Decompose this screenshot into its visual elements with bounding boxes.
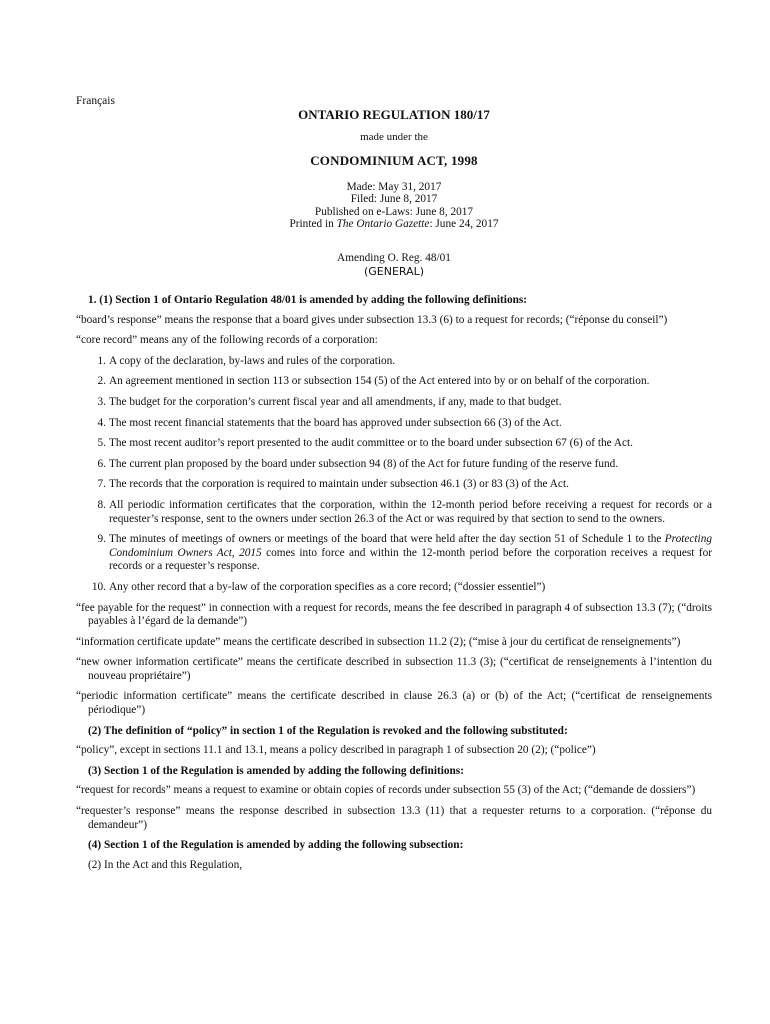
regulation-body <box>76 294 712 872</box>
definition-requesters-response: “requester’s response” means the response described in subsection 13.3 (11) that a requester returns to a corporation. (“réponse du demandeur”) <box>76 805 712 831</box>
section-1-4-heading: (4) Section 1 of the Regulation is amended by adding the following subsection: <box>88 839 464 852</box>
section-1-1-heading: 1. (1) Section 1 of Ontario Regulation 48/01 is amended by adding the following definitions: <box>88 294 528 306</box>
made-under-text: made under the <box>360 131 428 143</box>
section-1-2-heading: (2) The definition of “policy” in section 1 of the Regulation is revoked and the following substituted: <box>88 724 568 737</box>
regulation-title: ONTARIO REGULATION 180/17 <box>298 107 490 122</box>
list-item: 4. The most recent financial statements that the board has approved under subsection 66 (3) of the Act. <box>97 416 562 429</box>
list-item: 6. The current plan proposed by the board under subsection 94 (8) of the Act for future funding of the reserve fund. <box>97 457 619 470</box>
definition-request-for-records: “request for records” means a request to examine or obtain copies of records under subsection 55 (3) of the Act; (“demande de dossiers”) <box>76 784 696 797</box>
definition-periodic-certificate: “periodic information certificate” means the certificate described in clause 26.3 (a) or (b) of the Act; (“certificat de renseignements périodique”) <box>76 690 712 717</box>
list-item: 3. The budget for the corporation’s current fiscal year and all amendments, if any, made to that budget. <box>97 395 562 408</box>
general-label: (GENERAL) <box>363 265 425 278</box>
made-date: Made: May 31, 2017 <box>346 181 442 193</box>
list-item: 8. All periodic information certificates that the corporation, within the 12-month period before receiving a request for records or a requester’s response, sent to the owners under section 26.3 of the Act or was required by that section to send to the owners. <box>97 498 712 525</box>
definition-new-owner-certificate: “new owner information certificate” means the certificate described in subsection 11.3 (3); (“certificat de renseignements à l’intention du nouveau propriétaire”) <box>76 656 712 682</box>
list-item: 5. The most recent auditor’s report presented to the audit committee or to the board under subsection 67 (6) of the Act. <box>97 437 634 450</box>
list-item: 2. An agreement mentioned in section 113 or subsection 154 (5) of the Act entered into by or on behalf of the corporation. <box>97 375 650 388</box>
list-item: 7. The records that the corporation is required to maintain under subsection 46.1 (3) or 83 (3) of the Act. <box>97 478 569 491</box>
subsection-2-text: (2) In the Act and this Regulation, <box>88 858 243 871</box>
list-item: 1. A copy of the declaration, by-laws and rules of the corporation. <box>97 354 396 367</box>
definition-core-record: “core record” means any of the following records of a corporation: <box>76 334 378 347</box>
core-record-list <box>76 355 712 595</box>
definition-board-response: “board’s response” means the response that a board gives under subsection 13.3 (6) to a request for records; (“réponse du conseil”) <box>76 313 668 326</box>
language-link[interactable]: Français <box>76 95 115 107</box>
gazette-name: The Ontario Gazette <box>336 217 430 230</box>
regulation-dates <box>76 181 712 230</box>
list-item: 9. The minutes of meetings of owners or meetings of the board that were held after the day section 51 of Schedule 1 to the Protecting Condominium Owners Act, 2015 comes into force and within the 12-month period before the corporation receives a request for records or a requester’s response. <box>97 533 712 573</box>
printed-date: Printed in The Ontario Gazette: June 24, 2017 <box>289 217 499 230</box>
act-title: CONDOMINIUM ACT, 1998 <box>310 153 478 168</box>
definition-fee-payable: “fee payable for the request” in connection with a request for records, means the fee described in paragraph 4 of subsection 13.3 (7); (“droits payables à l’égard de la demande”) <box>76 601 712 628</box>
definition-information-certificate-update: “information certificate update” means the certificate described in subsection 11.2 (2); (“mise à jour du certificat de renseignements”) <box>76 635 681 648</box>
amending-block <box>76 252 712 278</box>
definition-policy: “policy”, except in sections 11.1 and 13.1, means a policy described in paragraph 1 of subsection 20 (2); (“police”) <box>76 744 596 757</box>
amending-text: Amending O. Reg. 48/01 <box>337 252 451 264</box>
list-item: 10. Any other record that a by-law of the corporation specifies as a core record; (“dossier essentiel”) <box>91 580 546 593</box>
filed-date: Filed: June 8, 2017 <box>350 193 438 206</box>
act-citation-italic: Protecting Condominium Owners Act, 2015 <box>109 533 712 559</box>
published-date: Published on e-Laws: June 8, 2017 <box>314 205 474 218</box>
section-1-3-heading: (3) Section 1 of the Regulation is amended by adding the following definitions: <box>88 764 464 777</box>
